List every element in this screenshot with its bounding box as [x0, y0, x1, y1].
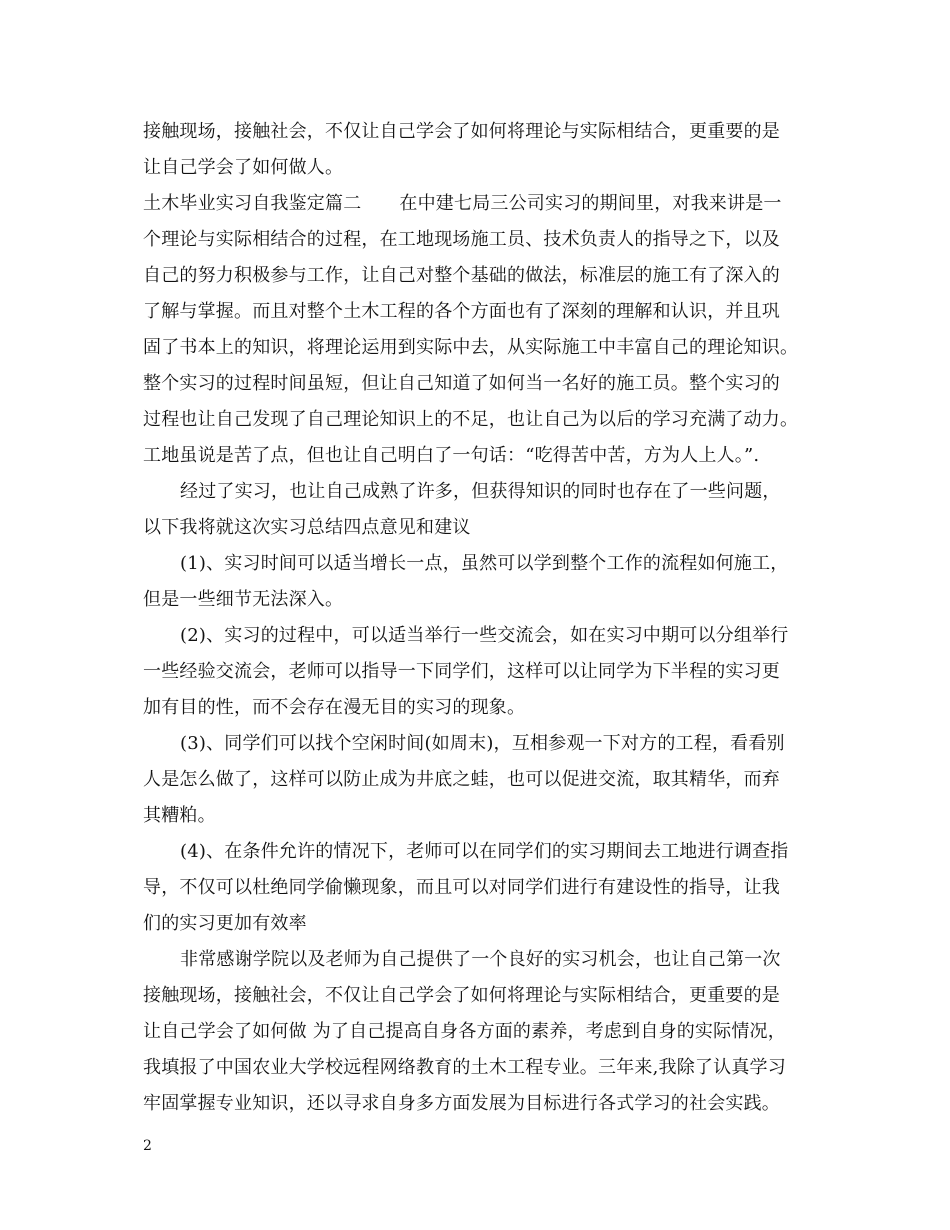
text-line: 让自己学会了如何做 为了自己提高自身各方面的素养，考虑到自身的实际情况， — [143, 1021, 786, 1042]
text-line: (2)、实习的过程中，可以适当举行一些交流会，如在实习中期可以分组举行 — [180, 625, 789, 646]
text-line: 一些经验交流会，老师可以指导一下同学们，这样可以让同学为下半程的实习更 — [143, 661, 780, 682]
text-line: 了解与掌握。而且对整个土木工程的各个方面也有了深刻的理解和认识，并且巩 — [143, 301, 780, 322]
text-line: 接触现场，接触社会，不仅让自己学会了如何将理论与实际相结合，更重要的是 — [143, 985, 780, 1006]
text-line: 但是一些细节无法深入。 — [143, 589, 344, 610]
text-line: 加有目的性，而不会存在漫无目的实习的现象。 — [143, 697, 526, 718]
text-line: (3)、同学们可以找个空闲时间(如周末)，互相参观一下对方的工程，看看别 — [180, 733, 785, 754]
section-heading-line — [143, 186, 823, 222]
text-line: 工地虽说是苦了点，但也让自己明白了一句话：“吃得苦中苦，方为人上人。”. — [143, 445, 760, 466]
text-line: 过程也让自己发现了自己理论知识上的不足，也让自己为以后的学习充满了动力。 — [143, 409, 799, 430]
text-line: 接触现场，接触社会，不仅让自己学会了如何将理论与实际相结合，更重要的是 — [143, 121, 780, 142]
text-line: 导，不仅可以杜绝同学偷懒现象，而且可以对同学们进行有建设性的指导，让我 — [143, 877, 780, 898]
text-line: (1)、实习时间可以适当增长一点，虽然可以学到整个工作的流程如何施工， — [180, 553, 789, 574]
section-heading: 土木毕业实习自我鉴定篇二 — [143, 193, 362, 214]
text-line: 固了书本上的知识，将理论运用到实际中去，从实际施工中丰富自己的理论知识。 — [143, 337, 799, 358]
text-line: 自己的努力积极参与工作，让自己对整个基础的做法，标准层的施工有了深入的 — [143, 265, 780, 286]
text-line: 非常感谢学院以及老师为自己提供了一个良好的实习机会，也让自己第一次 — [180, 949, 781, 970]
text-line: 牢固掌握专业知识，还以寻求自身多方面发展为目标进行各式学习的社会实践。 — [143, 1093, 780, 1114]
page-number: 2 — [143, 1138, 152, 1154]
text-line: 我填报了中国农业大学校远程网络教育的土木工程专业。三年来,我除了认真学习 — [143, 1057, 786, 1078]
text-line: 个理论与实际相结合的过程，在工地现场施工员、技术负责人的指导之下，以及 — [143, 229, 780, 250]
text-line: 整个实习的过程时间虽短，但让自己知道了如何当一名好的施工员。整个实习的 — [143, 373, 780, 394]
text-line: 让自己学会了如何做人。 — [143, 157, 344, 178]
text-line: 人是怎么做了，这样可以防止成为井底之蛙，也可以促进交流，取其精华，而弃 — [143, 769, 780, 790]
text-line: 经过了实习，也让自己成熟了许多，但获得知识的同时也存在了一些问题， — [180, 481, 781, 502]
text-line: 其糟粕。 — [143, 805, 216, 826]
text-line: 们的实习更加有效率 — [143, 913, 307, 934]
text-line: 在中建七局三公司实习的期间里，对我来讲是一 — [399, 193, 782, 214]
text-line: 以下我将就这次实习总结四点意见和建议 — [143, 517, 471, 538]
document-body — [143, 114, 823, 1122]
text-line: (4)、在条件允许的情况下，老师可以在同学们的实习期间去工地进行调查指 — [180, 841, 789, 862]
